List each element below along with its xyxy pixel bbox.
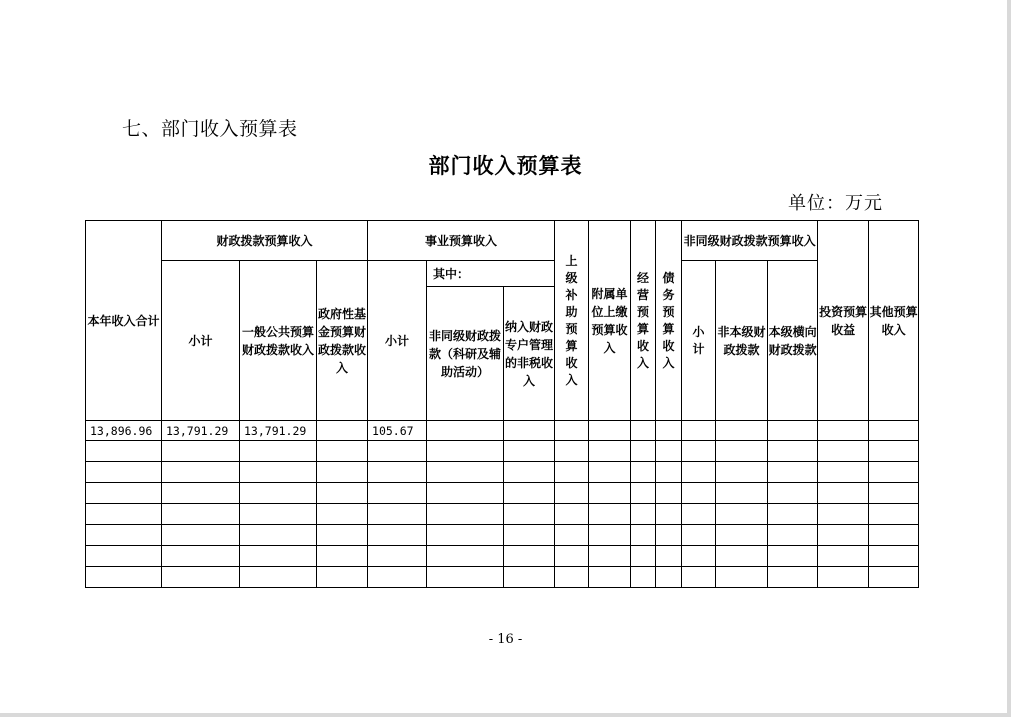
table-cell [427, 504, 504, 525]
table-row [86, 483, 919, 504]
table-cell [86, 462, 162, 483]
table-cell [504, 483, 555, 504]
table-cell [504, 546, 555, 567]
table-cell [818, 525, 869, 546]
table-cell [682, 483, 716, 504]
table-cell [818, 441, 869, 462]
header-fiscal-fund: 政府性基金预算财政拨款收入 [317, 261, 368, 421]
table-cell [240, 567, 317, 588]
table-cell [631, 567, 656, 588]
table-cell [656, 504, 682, 525]
table-cell [240, 546, 317, 567]
table-row [86, 462, 919, 483]
table-cell [555, 462, 589, 483]
table-cell [317, 441, 368, 462]
table-cell [162, 504, 240, 525]
table-cell [162, 567, 240, 588]
table-cell [716, 546, 768, 567]
table-cell [368, 441, 427, 462]
table-cell [86, 567, 162, 588]
table-cell [368, 546, 427, 567]
table-cell [555, 441, 589, 462]
header-fiscal-general: 一般公共预算财政拨款收入 [240, 261, 317, 421]
table-cell [368, 504, 427, 525]
table-cell [555, 483, 589, 504]
header-total: 本年收入合计 [86, 221, 162, 421]
table-cell [589, 546, 631, 567]
table-cell [716, 441, 768, 462]
table-cell [818, 567, 869, 588]
table-cell [869, 441, 919, 462]
table-cell [504, 567, 555, 588]
table-cell [631, 504, 656, 525]
header-other: 其他预算收入 [869, 221, 919, 421]
table-cell [427, 483, 504, 504]
table-cell [317, 504, 368, 525]
header-operating: 经营预算收入 [631, 221, 656, 421]
table-cell [716, 525, 768, 546]
table-cell [427, 525, 504, 546]
table-cell [317, 525, 368, 546]
table-cell [427, 567, 504, 588]
header-business-subtotal: 小计 [368, 261, 427, 421]
header-row-2 [86, 261, 919, 287]
table-cell [818, 483, 869, 504]
table-cell [768, 567, 818, 588]
table-cell [682, 546, 716, 567]
table-cell [768, 462, 818, 483]
table-cell [682, 441, 716, 462]
table-title: 部门收入预算表 [428, 153, 583, 178]
table-cell [504, 441, 555, 462]
header-business-of-which: 其中： [427, 261, 555, 287]
table-cell [716, 504, 768, 525]
table-cell [656, 546, 682, 567]
header-investment: 投资预算收益 [818, 221, 869, 421]
table-cell [631, 483, 656, 504]
header-nonsame-group: 非同级财政拨款预算收入 [682, 221, 818, 261]
cell-fiscal-general: 13,791.29 [240, 421, 317, 441]
table-cell [86, 546, 162, 567]
table-cell [86, 483, 162, 504]
table-cell [86, 504, 162, 525]
header-row-1 [86, 221, 919, 261]
table-cell [716, 462, 768, 483]
table-cell [682, 504, 716, 525]
budget-table [85, 220, 919, 588]
table-row [86, 525, 919, 546]
table-cell [368, 567, 427, 588]
table-row [86, 504, 919, 525]
table-cell [589, 525, 631, 546]
table-cell [317, 546, 368, 567]
cell-business-subtotal: 105.67 [368, 421, 427, 441]
table-cell [427, 462, 504, 483]
table-cell [368, 525, 427, 546]
table-cell [768, 441, 818, 462]
table-cell [869, 483, 919, 504]
table-cell [317, 483, 368, 504]
table-cell [162, 462, 240, 483]
table-cell [240, 441, 317, 462]
table-cell [368, 483, 427, 504]
table-cell [631, 525, 656, 546]
table-cell [768, 525, 818, 546]
header-superior-subsidy: 上级补助预算收入 [555, 221, 589, 421]
header-nonsame-nonlocal: 非本级财政拨款 [716, 261, 768, 421]
table-cell [818, 546, 869, 567]
table-row [86, 421, 919, 441]
table-cell [768, 546, 818, 567]
empty-rows [86, 441, 919, 588]
unit-label: 单位：万元 [788, 193, 883, 214]
header-fiscal-group: 财政拨款预算收入 [162, 221, 368, 261]
table-cell [368, 462, 427, 483]
table-cell [162, 483, 240, 504]
table-cell [631, 546, 656, 567]
table-cell [555, 525, 589, 546]
section-heading: 七、部门收入预算表 [122, 118, 298, 140]
table-cell [869, 504, 919, 525]
table-cell [818, 504, 869, 525]
table-cell [504, 504, 555, 525]
table-cell [682, 462, 716, 483]
table-cell [504, 462, 555, 483]
table-cell [162, 525, 240, 546]
cell-total: 13,896.96 [86, 421, 162, 441]
table-cell [589, 567, 631, 588]
table-cell [589, 504, 631, 525]
table-cell [504, 525, 555, 546]
table-cell [427, 441, 504, 462]
header-business-nonsame: 非同级财政拨款（科研及辅助活动） [427, 287, 504, 421]
table-cell [240, 483, 317, 504]
table-cell [869, 525, 919, 546]
table-cell [555, 546, 589, 567]
page-number: - 16 - [488, 632, 523, 647]
table-cell [317, 462, 368, 483]
table-cell [631, 462, 656, 483]
table-cell [682, 525, 716, 546]
page-edge-bottom [0, 713, 1011, 717]
table-cell [162, 441, 240, 462]
table-cell [869, 567, 919, 588]
table-cell [869, 462, 919, 483]
table-cell [716, 567, 768, 588]
table-row [86, 441, 919, 462]
table-cell [162, 546, 240, 567]
table-cell [86, 441, 162, 462]
table-row [86, 567, 919, 588]
table-cell [656, 567, 682, 588]
header-debt: 债务预算收入 [656, 221, 682, 421]
table-cell [656, 441, 682, 462]
table-cell [555, 567, 589, 588]
table-cell [589, 483, 631, 504]
table-cell [768, 504, 818, 525]
table-cell [555, 504, 589, 525]
table-cell [589, 462, 631, 483]
cell-fiscal-fund [317, 421, 368, 441]
table-cell [716, 483, 768, 504]
cell-fiscal-subtotal: 13,791.29 [162, 421, 240, 441]
table-cell [818, 462, 869, 483]
table-cell [240, 504, 317, 525]
table-cell [656, 483, 682, 504]
table-cell [427, 546, 504, 567]
header-fiscal-subtotal: 小计 [162, 261, 240, 421]
header-business-group: 事业预算收入 [368, 221, 555, 261]
table-cell [768, 483, 818, 504]
table-cell [86, 525, 162, 546]
header-nonsame-horizontal: 本级横向财政拨款 [768, 261, 818, 421]
table-cell [631, 441, 656, 462]
header-nonsame-subtotal: 小计 [682, 261, 716, 421]
table-row [86, 546, 919, 567]
table-cell [656, 462, 682, 483]
table-cell [682, 567, 716, 588]
page-edge-right [1007, 0, 1011, 717]
header-affiliated-turnover: 附属单位上缴预算收入 [589, 221, 631, 421]
table-cell [869, 546, 919, 567]
table-cell [240, 462, 317, 483]
table-cell [317, 567, 368, 588]
header-business-nontax: 纳入财政专户管理的非税收入 [504, 287, 555, 421]
table-cell [589, 441, 631, 462]
table-cell [240, 525, 317, 546]
table-cell [656, 525, 682, 546]
